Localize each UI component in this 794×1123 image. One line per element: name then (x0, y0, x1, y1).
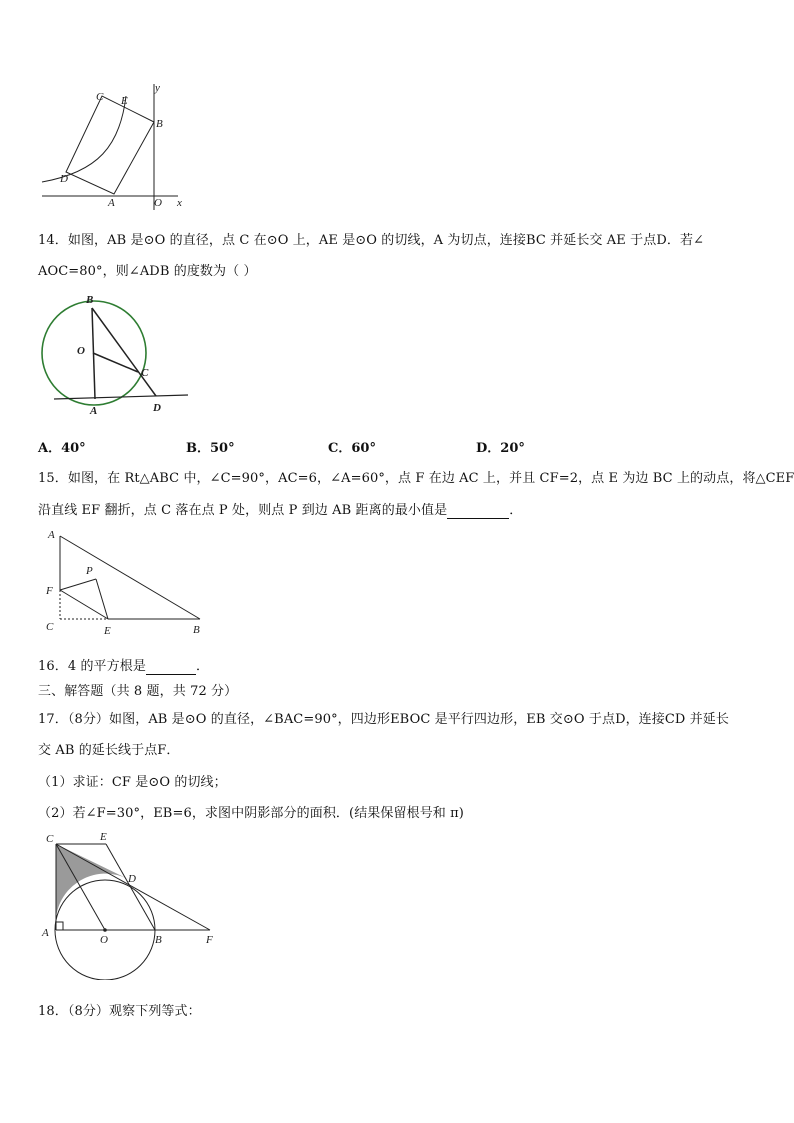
q14-text-line2: AOC=80°，则∠ADB 的度数为（ ） (38, 264, 257, 279)
q15-text-line2 (38, 499, 522, 519)
fig1-label-b: B (156, 118, 163, 130)
q16-answer-blank[interactable] (146, 659, 196, 675)
fig14-label-c: C (141, 367, 149, 379)
section3-heading: 三、解答题（共 8 题，共 72 分） (38, 684, 238, 699)
q17-part1: （1）求证：CF 是⊙O 的切线； (38, 775, 227, 790)
fig15-label-e: E (104, 625, 111, 637)
fig1-label-a: A (108, 197, 115, 209)
q14-text-line1: 14．如图，AB 是⊙O 的直径，点 C 在⊙O 上，AE 是⊙O 的切线，A 为切点，连接BC 并延长交 AE 于点D．若∠ (38, 233, 705, 248)
q16-text-suffix: ． (195, 659, 210, 674)
q14-option-b[interactable]: B．50° (186, 441, 235, 456)
fig1-label-d: D (60, 173, 68, 185)
q17-part2: （2）若∠F=30°，EB=6，求图中阴影部分的面积．(结果保留根号和 π) (38, 806, 464, 821)
fig14-label-d: D (153, 402, 161, 414)
q17-text-line1: 17．（8分）如图，AB 是⊙O 的直径，∠BAC=90°，四边形EBOC 是平行四边形，EB 交⊙O 于点D，连接CD 并延长 (38, 712, 729, 727)
fig17-label-o: O (100, 934, 108, 946)
fig17-label-e: E (100, 831, 107, 843)
q16-text (38, 655, 209, 675)
q15-answer-blank[interactable] (447, 503, 509, 519)
q18-text-line1: 18．（8分）观察下列等式： (38, 1004, 201, 1019)
fig14-label-o: O (77, 345, 85, 357)
q14-option-d[interactable]: D．20° (476, 441, 525, 456)
q15-text-line2-prefix: 沿直线 EF 翻折，点 C 落在点 P 处，则点 P 到边 AB 距离的最小值是 (38, 503, 448, 518)
q14-option-a[interactable]: A．40° (38, 441, 86, 456)
figure-coordinate-square (38, 80, 188, 212)
q15-text-line1: 15．如图，在 Rt△ABC 中，∠C=90°，AC=6，∠A=60°，点 F 在边 AC 上，并且 CF=2，点 E 为边 BC 上的动点，将△CEF (38, 471, 794, 486)
fig15-label-p: P (86, 565, 93, 577)
fig15-label-c: C (46, 621, 54, 633)
fig1-label-o: O (154, 197, 162, 209)
fig17-label-b: B (155, 934, 162, 946)
fig17-label-a: A (42, 927, 49, 939)
fig1-label-x: x (177, 197, 182, 209)
fig1-label-c: C (96, 91, 104, 103)
fig15-label-b: B (193, 624, 200, 636)
figure-circle-tangent (38, 290, 188, 420)
fig17-label-d: D (128, 873, 136, 885)
q17-text-line2: 交 AB 的延长线于点F． (38, 743, 180, 758)
fig17-label-f: F (206, 934, 213, 946)
fig1-label-y: y (155, 82, 160, 94)
q15-text-line2-suffix: ． (509, 503, 523, 518)
fig15-label-f: F (46, 585, 53, 597)
q16-text-prefix: 16．4 的平方根是 (38, 659, 146, 674)
q14-option-c[interactable]: C．60° (328, 441, 376, 456)
fig14-label-a: A (90, 405, 98, 417)
fig15-label-a: A (48, 529, 55, 541)
figure-circle-parallelogram (38, 828, 224, 980)
fig14-label-b: B (86, 294, 94, 306)
fig17-label-c: C (46, 833, 54, 845)
fig1-label-e: E (121, 95, 128, 107)
figure-right-triangle-fold (38, 524, 210, 640)
